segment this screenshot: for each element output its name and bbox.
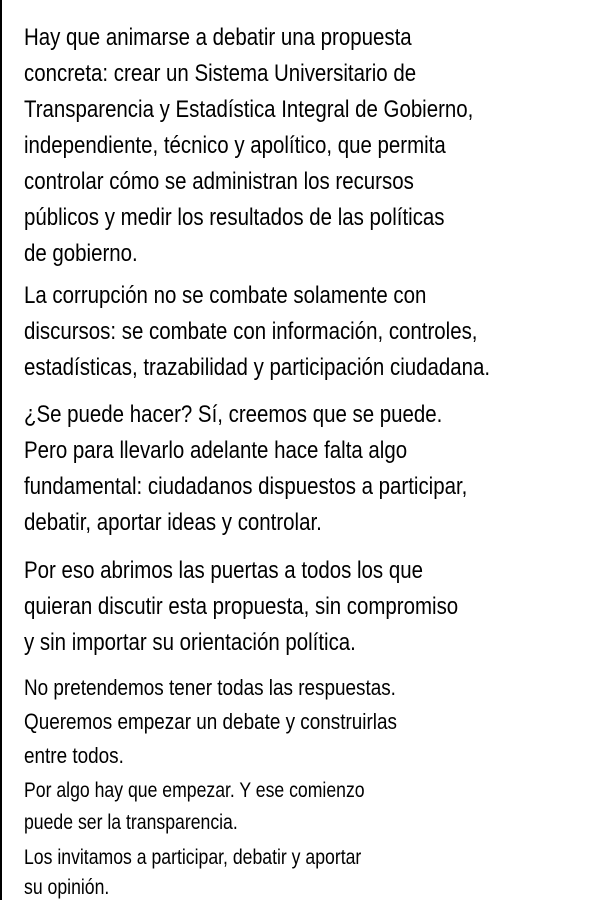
- text-line: independiente, técnico y apolítico, que permita: [24, 132, 446, 159]
- text-line: entre todos.: [24, 743, 124, 768]
- text-line: Queremos empezar un debate y construirlas: [24, 709, 397, 734]
- text-line: ¿Se puede hacer? Sí, creemos que se puede.: [24, 401, 443, 428]
- text-line: su opinión.: [24, 876, 110, 899]
- text-line: de gobierno.: [24, 240, 138, 267]
- text-line: Por eso abrimos las puertas a todos los que: [24, 557, 423, 584]
- text-line: debatir, aportar ideas y controlar.: [24, 509, 322, 536]
- text-line: públicos y medir los resultados de las políticas: [24, 204, 445, 231]
- paragraph-can-it-be-done: [24, 397, 467, 541]
- paragraph-proposal: [24, 20, 473, 272]
- paragraph-start: [24, 775, 365, 839]
- text-line: discursos: se combate con información, controles,: [24, 318, 478, 345]
- text-line: Transparencia y Estadística Integral de Gobierno,: [24, 96, 474, 123]
- paragraph-no-answers: [24, 671, 397, 773]
- paragraph-invitation: [24, 843, 361, 903]
- text-line: La corrupción no se combate solamente con: [24, 282, 427, 309]
- text-line: Pero para llevarlo adelante hace falta algo: [24, 437, 408, 464]
- text-line: fundamental: ciudadanos dispuestos a participar,: [24, 473, 468, 500]
- text-line: controlar cómo se administran los recursos: [24, 168, 414, 195]
- text-line: Por algo hay que empezar. Y ese comienzo: [24, 779, 365, 802]
- paragraph-corruption: [24, 278, 490, 386]
- text-line: Hay que animarse a debatir una propuesta: [24, 24, 412, 51]
- text-line: y sin importar su orientación política.: [24, 629, 356, 656]
- text-line: No pretendemos tener todas las respuestas.: [24, 675, 396, 700]
- text-line: puede ser la transparencia.: [24, 811, 238, 834]
- text-line: estadísticas, trazabilidad y participación ciudadana.: [24, 354, 491, 381]
- text-line: Los invitamos a participar, debatir y aportar: [24, 846, 362, 869]
- text-line: quieran discutir esta propuesta, sin compromiso: [24, 593, 459, 620]
- text-line: concreta: crear un Sistema Universitario de: [24, 60, 417, 87]
- paragraph-open-doors: [24, 553, 458, 661]
